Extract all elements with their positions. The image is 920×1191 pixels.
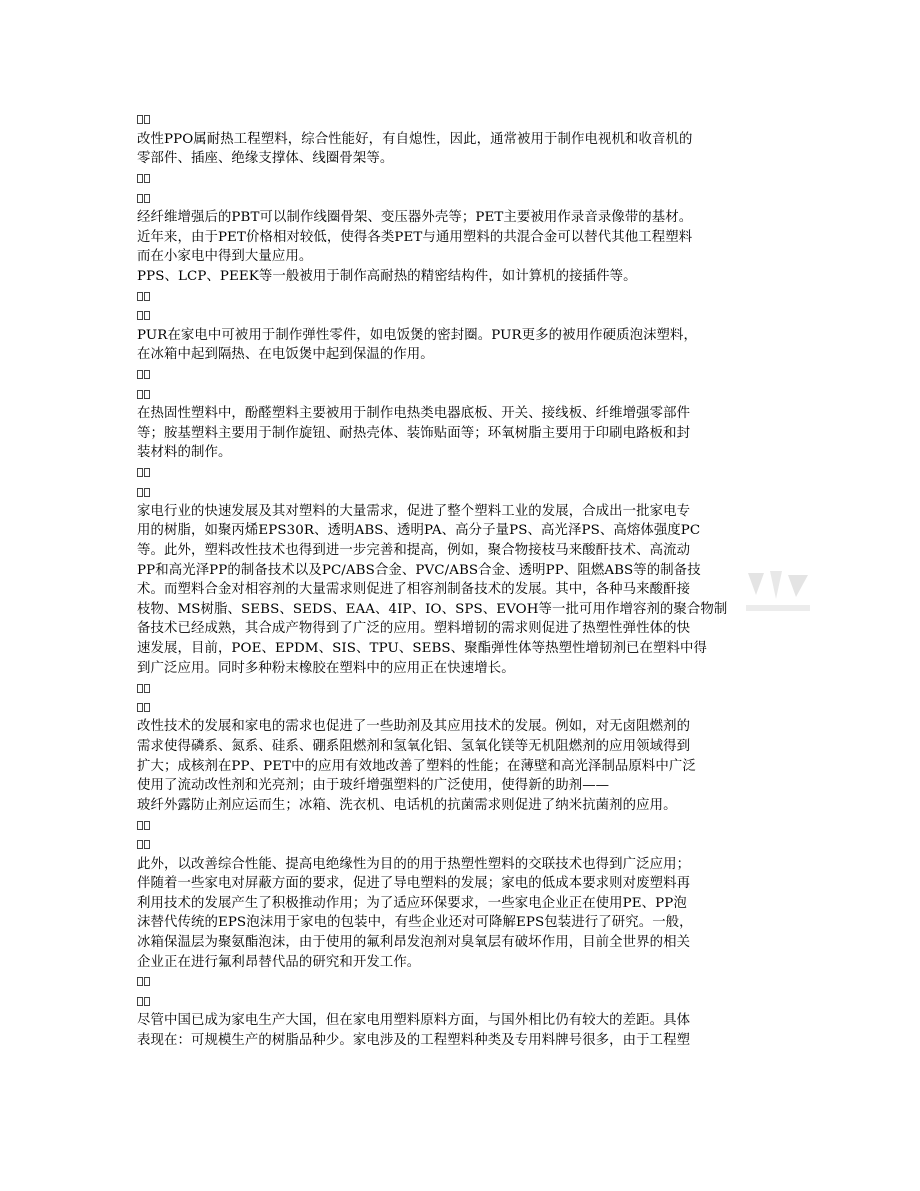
paragraph-line: 沫替代传统的EPS泡沫用于家电的包装中，有些企业还对可降解EPS包装进行了研究。一般， <box>137 915 693 931</box>
paragraph-line: PPS、LCP、PEEK等一般被用于制作高耐热的精密结构件，如计算机的接插件等。 <box>137 268 637 284</box>
missing-glyph-icon <box>137 468 143 477</box>
missing-glyph-marker <box>137 463 787 483</box>
paragraph-line: 尽管中国已成为家电生产大国，但在家电用塑料原料方面，与国外相比仍有较大的差距。具体 <box>137 1013 691 1029</box>
missing-glyph-icon <box>144 115 150 124</box>
missing-glyph-icon <box>137 292 143 301</box>
missing-glyph-icon <box>137 684 143 693</box>
missing-glyph-marker <box>137 365 787 385</box>
missing-glyph-icon <box>144 488 150 497</box>
missing-glyph-icon <box>144 997 150 1006</box>
missing-glyph-marker <box>137 188 787 208</box>
paragraph-line: 改性技术的发展和家电的需求也促进了一些助剂及其应用技术的发展。例如，对无卤阻燃剂的 <box>137 719 691 735</box>
paragraph-line: 玻纤外露防止剂应运而生；冰箱、洗衣机、电话机的抗菌需求则促进了纳米抗菌剂的应用。 <box>137 797 677 813</box>
missing-glyph-marker <box>137 835 787 855</box>
paragraph-line: 术。而塑料合金对相容剂的大量需求则促进了相容剂制备技术的发展。其中，各种马来酸酐接 <box>137 582 691 598</box>
paragraph-line: PUR在家电中可被用于制作弹性零件，如电饭煲的密封圈。PUR更多的被用作硬质泡沫塑料， <box>137 327 698 343</box>
paragraph-line: 使用了流动改性剂和光亮剂；由于玻纤增强塑料的广泛使用，使得新的助剂—— <box>137 778 610 794</box>
missing-glyph-icon <box>144 390 150 399</box>
missing-glyph-marker <box>137 286 787 306</box>
missing-glyph-icon <box>137 311 143 320</box>
missing-glyph-marker <box>137 384 787 404</box>
paragraph-line: 等；胺基塑料主要用于制作旋钮、耐热壳体、装饰贴面等；环氧树脂主要用于印刷电路板和封 <box>137 425 691 441</box>
missing-glyph-marker <box>137 169 787 189</box>
missing-glyph-icon <box>137 703 143 712</box>
missing-glyph-icon <box>137 997 143 1006</box>
missing-glyph-icon <box>144 174 150 183</box>
paragraph-line: 伴随着一些家电对屏蔽方面的要求，促进了导电塑料的发展；家电的低成本要求则对废塑料再 <box>137 876 691 892</box>
watermark-logo-icon <box>738 565 818 623</box>
missing-glyph-icon <box>137 370 143 379</box>
paragraph-line: 等。此外，塑料改性技术也得到进一步完善和提高，例如，聚合物接枝马来酸酐技术、高流动 <box>137 543 691 559</box>
missing-glyph-icon <box>144 311 150 320</box>
paragraph-line: 零部件、插座、绝缘支撑体、线圈骨架等。 <box>137 151 394 167</box>
paragraph-line: 家电行业的快速发展及其对塑料的大量需求，促进了整个塑料工业的发展，合成出一批家电专 <box>137 503 691 519</box>
missing-glyph-icon <box>144 977 150 986</box>
paragraph-line: 到广泛应用。同时多种粉末橡胶在塑料中的应用正在快速增长。 <box>137 660 515 676</box>
missing-glyph-icon <box>144 194 150 203</box>
missing-glyph-icon <box>144 840 150 849</box>
paragraph-line: 枝物、MS树脂、SEBS、SEDS、EAA、4IP、IO、SPS、EVOH等一批可用作增容剂的聚合物制 <box>137 601 728 617</box>
paragraph-line: 需求使得磷系、氮系、硅系、硼系阻燃剂和氢氧化铝、氢氧化镁等无机阻燃剂的应用领域得到 <box>137 739 691 754</box>
paragraph-line: 表现在：可规模生产的树脂品种少。家电涉及的工程塑料种类及专用料牌号很多，由于工程塑 <box>137 1032 691 1048</box>
missing-glyph-marker <box>137 698 787 718</box>
missing-glyph-icon <box>144 821 150 830</box>
paragraph-line: 备技术已经成熟，其合成产物得到了广泛的应用。塑料增韧的需求则促进了热塑性弹性体的快 <box>137 621 691 637</box>
missing-glyph-marker <box>137 815 787 835</box>
paragraph-line: 在热固性塑料中，酚醛塑料主要被用于制作电热类电器底板、开关、接线板、纤维增强零部件 <box>137 405 691 421</box>
missing-glyph-icon <box>137 977 143 986</box>
paragraph-line: 企业正在进行氟利昂替代品的研究和开发工作。 <box>137 954 421 970</box>
missing-glyph-icon <box>137 821 143 830</box>
missing-glyph-marker <box>137 678 787 698</box>
missing-glyph-marker <box>137 306 787 326</box>
paragraph-line: 装材料的制作。 <box>137 445 232 461</box>
missing-glyph-marker <box>137 992 787 1012</box>
missing-glyph-icon <box>137 390 143 399</box>
missing-glyph-icon <box>137 194 143 203</box>
document-body <box>137 110 787 1051</box>
missing-glyph-icon <box>137 174 143 183</box>
paragraph-line: 在冰箱中起到隔热、在电饭煲中起到保温的作用。 <box>137 347 434 363</box>
missing-glyph-icon <box>137 840 143 849</box>
paragraph-line: 冰箱保温层为聚氨酯泡沫，由于使用的氟利昂发泡剂对臭氧层有破坏作用，目前全世界的相关 <box>137 934 691 950</box>
paragraph-line: 改性PPO属耐热工程塑料，综合性能好，有自熄性，因此，通常被用于制作电视机和收音机的 <box>137 131 693 147</box>
paragraph-line: 速发展，目前，POE、EPDM、SIS、TPU、SEBS、聚酯弹性体等热塑性增韧剂已在塑料中得 <box>137 641 707 657</box>
paragraph-line: PP和高光泽PP的制备技术以及PC/ABS合金、PVC/ABS合金、透明PP、阻燃ABS等的制备技 <box>137 562 701 578</box>
missing-glyph-icon <box>144 292 150 301</box>
paragraph-line: 经纤维增强后的PBT可以制作线圈骨架、变压器外壳等；PET主要被用作录音录像带的基材。 <box>137 209 693 225</box>
paragraph-line: 利用技术的发展产生了积极推动作用；为了适应环保要求，一些家电企业正在使用PE、PP泡 <box>137 895 687 911</box>
missing-glyph-marker <box>137 482 787 502</box>
missing-glyph-marker <box>137 972 787 992</box>
paragraph-line: 此外，以改善综合性能、提高电绝缘性为目的的用于热塑性塑料的交联技术也得到广泛应用； <box>137 856 691 872</box>
missing-glyph-icon <box>137 115 143 124</box>
paragraph-line: 扩大；成核剂在PP、PET中的应用有效地改善了塑料的性能；在薄壁和高光泽制品原料中广泛 <box>137 758 696 774</box>
paragraph-line: 而在小家电中得到大量应用。 <box>137 249 313 265</box>
missing-glyph-icon <box>144 468 150 477</box>
paragraph-line: 近年来，由于PET价格相对较低，使得各类PET与通用塑料的共混合金可以替代其他工程塑料 <box>137 229 693 245</box>
missing-glyph-marker <box>137 110 787 130</box>
paragraph-line: 用的树脂，如聚丙烯EPS30R、透明ABS、透明PA、高分子量PS、高光泽PS、高熔体强度PC <box>137 523 701 539</box>
missing-glyph-icon <box>144 684 150 693</box>
missing-glyph-icon <box>144 703 150 712</box>
missing-glyph-icon <box>137 488 143 497</box>
missing-glyph-icon <box>144 370 150 379</box>
